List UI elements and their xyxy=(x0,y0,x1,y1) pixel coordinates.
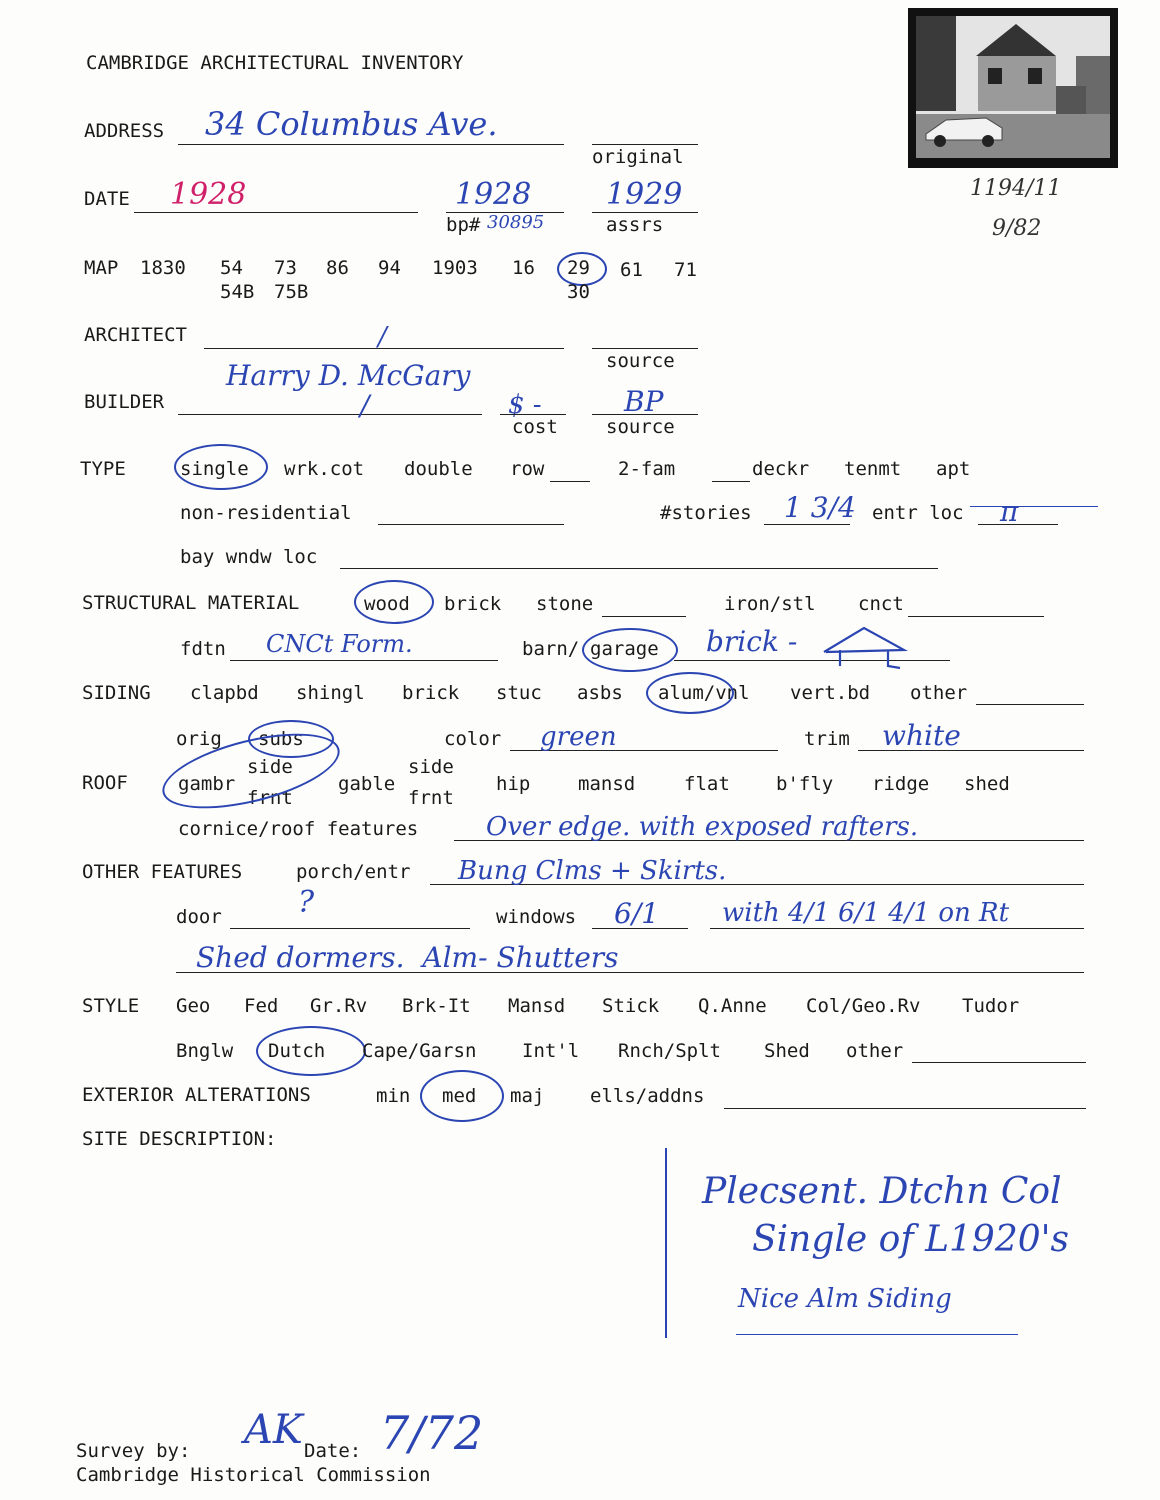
roof-flat: flat xyxy=(684,773,730,795)
style-bnglw: Bnglw xyxy=(176,1040,234,1062)
architect-source-line xyxy=(592,348,698,349)
style-fed: Fed xyxy=(244,995,279,1017)
type-row: row xyxy=(510,458,545,480)
style-shed: Shed xyxy=(764,1040,810,1062)
stories-value: 1 3/4 xyxy=(784,491,856,524)
survey-date-label: Date: xyxy=(304,1440,362,1462)
builder-line xyxy=(178,414,482,415)
style-geo: Geo xyxy=(176,995,211,1017)
orig-label: orig xyxy=(176,728,222,750)
siding-stuc: stuc xyxy=(496,682,542,704)
map-year-73: 73 xyxy=(274,257,297,279)
roof-gambr-frnt: frnt xyxy=(247,787,293,809)
roof-hip: hip xyxy=(496,773,531,795)
cost-value: $ - xyxy=(508,390,542,420)
original-label: original xyxy=(592,146,684,168)
roof-gable-side: side xyxy=(408,756,454,778)
cost-line xyxy=(500,414,566,415)
architect-value: / xyxy=(378,322,387,352)
garage-roof-sketch-icon xyxy=(820,622,910,670)
nonres-line xyxy=(378,524,564,525)
bay-window-label: bay wndw loc xyxy=(180,546,318,568)
type-double: double xyxy=(404,458,473,480)
alterations-min: min xyxy=(376,1085,411,1107)
structural-stone-line xyxy=(602,616,686,617)
photo-note-1: 1194/11 xyxy=(970,176,1062,201)
roof-label: ROOF xyxy=(82,772,128,794)
stories-label: #stories xyxy=(660,502,752,524)
windows-line-2 xyxy=(710,928,1084,929)
windows-value: 6/1 xyxy=(614,897,660,930)
structural-wood-circle xyxy=(354,580,434,624)
type-label: TYPE xyxy=(80,458,126,480)
bp-number: 30895 xyxy=(487,212,545,233)
roof-ridge: ridge xyxy=(872,773,930,795)
siding-asbs: asbs xyxy=(577,682,623,704)
porch-value: Bung Clms + Skirts. xyxy=(458,856,727,886)
type-single-circle xyxy=(174,444,268,490)
structural-label: STRUCTURAL MATERIAL xyxy=(82,592,300,614)
assrs-year: 1929 xyxy=(606,177,683,212)
siding-other-line xyxy=(976,704,1084,705)
style-other: other xyxy=(846,1040,904,1062)
fdtn-line xyxy=(230,660,498,661)
color-label: color xyxy=(444,728,502,750)
entr-loc-label: entr loc xyxy=(872,502,964,524)
structural-brick: brick xyxy=(444,593,502,615)
type-tenmt: tenmt xyxy=(844,458,902,480)
entr-loc-value: π xyxy=(1000,495,1019,528)
type-wrk-cot: wrk.cot xyxy=(284,458,365,480)
map-year-54: 54 xyxy=(220,257,243,279)
structural-cnct-line xyxy=(908,616,1044,617)
builder-source-value: BP xyxy=(624,385,664,418)
cost-label: cost xyxy=(512,416,558,438)
type-apt: apt xyxy=(936,458,971,480)
color-value: green xyxy=(540,722,617,752)
map-year-75b: 75B xyxy=(274,281,309,303)
garage-value: brick - xyxy=(706,625,798,658)
map-year-1903: 1903 xyxy=(432,257,478,279)
site-description-label: SITE DESCRIPTION: xyxy=(82,1128,277,1150)
style-label: STYLE xyxy=(82,995,140,1017)
address-label: ADDRESS xyxy=(84,120,165,142)
cornice-value: Over edge. with exposed rafters. xyxy=(486,812,919,842)
siding-alum-circle xyxy=(646,672,734,714)
trim-label: trim xyxy=(804,728,850,750)
door-value: ? xyxy=(298,885,315,920)
cornice-label: cornice/roof features xyxy=(178,818,419,840)
siding-brick: brick xyxy=(402,682,460,704)
bp-year: 1928 xyxy=(455,177,532,212)
fdtn-label: fdtn xyxy=(180,638,226,660)
fdtn-value: CNCt Form. xyxy=(266,630,413,658)
survey-by-value: AK xyxy=(244,1407,303,1453)
alterations-maj: maj xyxy=(510,1085,545,1107)
style-qanne: Q.Anne xyxy=(698,995,767,1017)
builder-name: Harry D. McGary xyxy=(226,359,471,392)
address-line xyxy=(178,144,564,145)
type-deckr: deckr xyxy=(752,458,810,480)
style-mansd: Mansd xyxy=(508,995,566,1017)
style-rnch: Rnch/Splt xyxy=(618,1040,721,1062)
door-label: door xyxy=(176,906,222,928)
barn-label: barn/ xyxy=(522,638,580,660)
nonres-label: non-residential xyxy=(180,502,352,524)
roof-gambr: gambr xyxy=(178,773,236,795)
structural-wood: wood xyxy=(364,593,410,615)
map-year-71: 71 xyxy=(674,259,697,281)
ells-addns-line xyxy=(724,1108,1086,1109)
map-year-61: 61 xyxy=(620,259,643,281)
garage-label: garage xyxy=(590,638,659,660)
map-year-54b: 54B xyxy=(220,281,255,303)
type-single: single xyxy=(180,458,249,480)
address-value: 34 Columbus Ave. xyxy=(205,105,498,143)
alterations-label: EXTERIOR ALTERATIONS xyxy=(82,1084,311,1106)
roof-mansd: mansd xyxy=(578,773,636,795)
style-tudor: Tudor xyxy=(962,995,1020,1017)
roof-gable: gable xyxy=(338,773,396,795)
builder-label: BUILDER xyxy=(84,391,165,413)
photo-note-2: 9/82 xyxy=(992,216,1042,241)
subs-label: subs xyxy=(258,728,304,750)
house-photo-icon xyxy=(916,16,1110,158)
style-other-line xyxy=(912,1062,1086,1063)
assrs-label: assrs xyxy=(606,214,664,236)
original-line xyxy=(592,144,698,145)
map-year-86: 86 xyxy=(326,257,349,279)
style-brkit: Brk-It xyxy=(402,995,471,1017)
bp-label: bp# xyxy=(446,214,481,236)
siding-label: SIDING xyxy=(82,682,151,704)
survey-by-label: Survey by: xyxy=(76,1440,191,1462)
date-label: DATE xyxy=(84,188,130,210)
builder-value: / xyxy=(360,389,370,422)
roof-shed: shed xyxy=(964,773,1010,795)
map-year-1830: 1830 xyxy=(140,257,186,279)
map-year-16: 16 xyxy=(512,257,535,279)
door-line xyxy=(230,928,470,929)
map-year-94: 94 xyxy=(378,257,401,279)
site-note-line-2: Single of L1920's xyxy=(752,1219,1070,1260)
siding-clapbd: clapbd xyxy=(190,682,259,704)
map-year-29: 29 xyxy=(567,257,590,279)
date-line xyxy=(134,212,418,213)
entr-loc-stroke xyxy=(970,506,1098,507)
site-note-line-3: Nice Alm Siding xyxy=(738,1284,952,1314)
siding-other: other xyxy=(910,682,968,704)
architect-label: ARCHITECT xyxy=(84,324,187,346)
trim-value: white xyxy=(882,719,961,752)
garage-circle xyxy=(582,628,678,672)
windows-value-2: with 4/1 6/1 4/1 on Rt xyxy=(722,898,1010,928)
windows-label: windows xyxy=(496,906,577,928)
style-colgeo: Col/Geo.Rv xyxy=(806,995,921,1017)
other-features-label: OTHER FEATURES xyxy=(82,861,243,883)
style-intl: Int'l xyxy=(522,1040,580,1062)
builder-source-line xyxy=(592,414,698,415)
roof-gable-frnt: frnt xyxy=(408,787,454,809)
style-dutch: Dutch xyxy=(268,1040,326,1062)
map-year-30: 30 xyxy=(567,281,590,303)
alterations-med: med xyxy=(442,1085,477,1107)
alterations-med-circle xyxy=(420,1070,504,1122)
siding-shingl: shingl xyxy=(296,682,365,704)
extra-features-value: Shed dormers. Alm- Shutters xyxy=(196,941,619,974)
house-photo xyxy=(908,8,1118,168)
bay-window-line xyxy=(340,568,938,569)
style-grrv: Gr.Rv xyxy=(310,995,368,1017)
site-note-bracket xyxy=(665,1148,667,1338)
architect-source-label: source xyxy=(606,350,675,372)
stories-line xyxy=(764,524,850,525)
structural-stone: stone xyxy=(536,593,594,615)
style-cape: Cape/Garsn xyxy=(362,1040,477,1062)
roof-bfly: b'fly xyxy=(776,773,834,795)
siding-vert: vert.bd xyxy=(790,682,871,704)
structural-iron: iron/stl xyxy=(724,593,816,615)
survey-date-value: 7/72 xyxy=(380,1406,484,1460)
assrs-line xyxy=(592,212,698,213)
structural-cnct: cnct xyxy=(858,593,904,615)
porch-label: porch/entr xyxy=(296,861,411,883)
site-note-underline xyxy=(736,1334,1018,1335)
site-note-line-1: Plecsent. Dtchn Col xyxy=(702,1171,1062,1212)
roof-gambr-side: side xyxy=(247,756,293,778)
form-title: CAMBRIDGE ARCHITECTURAL INVENTORY xyxy=(86,52,464,74)
date-value: 1928 xyxy=(170,177,247,212)
type-2fam: 2-fam xyxy=(618,458,676,480)
style-dutch-circle xyxy=(256,1026,366,1076)
type-deckr-line xyxy=(712,481,750,482)
builder-source-label: source xyxy=(606,416,675,438)
siding-alum: alum/vnl xyxy=(658,682,750,704)
type-row-line xyxy=(550,481,590,482)
ells-addns-label: ells/addns xyxy=(590,1085,705,1107)
commission-label: Cambridge Historical Commission xyxy=(76,1464,431,1486)
map-label: MAP xyxy=(84,257,119,279)
style-stick: Stick xyxy=(602,995,660,1017)
